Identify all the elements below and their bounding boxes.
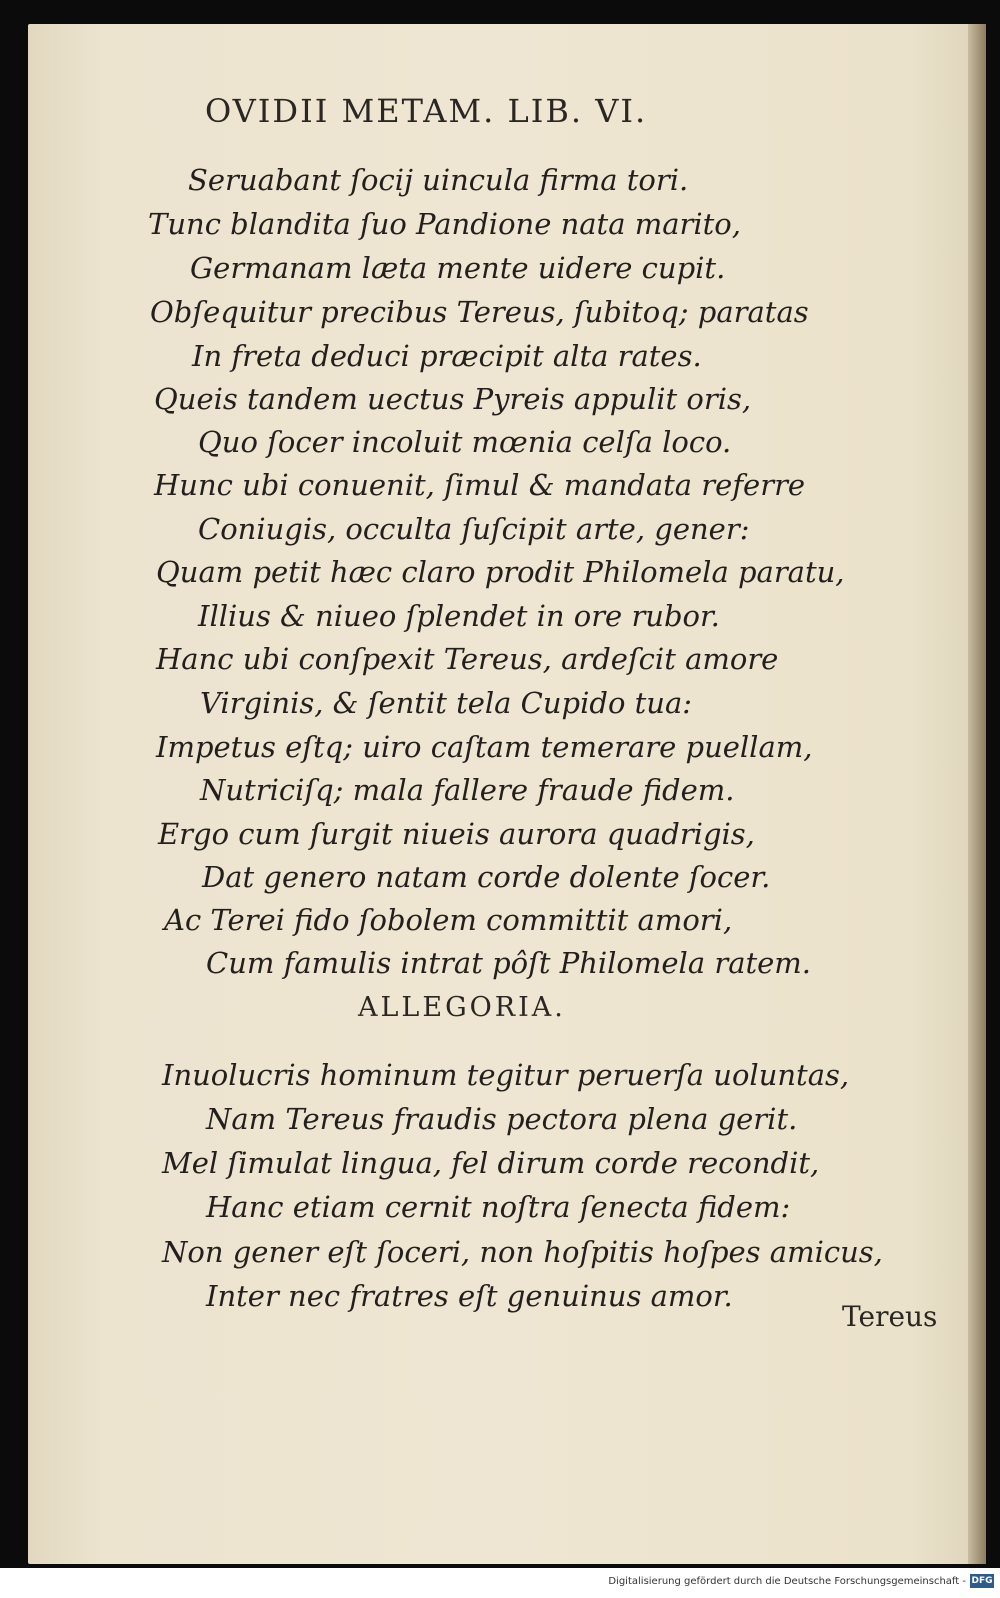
- allegoria-verse-line: Non gener eſt ſoceri, non hoſpitis hoſpes amicus,: [162, 1235, 883, 1269]
- footer-credit: Digitalisierung gefördert durch die Deutsche Forschungsgemeinschaft -: [608, 1576, 966, 1587]
- verse-line: Ergo cum ſurgit niueis aurora quadrigis,: [158, 817, 755, 851]
- verse-line: Illius & niueo ſplendet in ore rubor.: [198, 599, 720, 633]
- verse-line: Coniugis, occulta ſuſcipit arte, gener:: [198, 512, 750, 546]
- running-header: OVIDII METAM. LIB. VI.: [205, 92, 648, 130]
- verse-line: Nutriciſq; mala fallere fraude fidem.: [200, 773, 735, 807]
- allegoria-verse-line: Nam Tereus fraudis pectora plena gerit.: [206, 1102, 798, 1136]
- verse-line: Seruabant ſocij uincula firma tori.: [188, 163, 689, 197]
- verse-line: Obſequitur precibus Tereus, ſubitoq; paratas: [150, 295, 809, 329]
- allegoria-verse-line: Hanc etiam cernit noſtra ſenecta fidem:: [206, 1190, 791, 1224]
- verse-line: Impetus eſtq; uiro caſtam temerare puellam,: [156, 730, 813, 764]
- allegoria-heading: ALLEGORIA.: [358, 992, 566, 1023]
- verse-line: Queis tandem uectus Pyreis appulit oris,: [154, 382, 752, 416]
- allegoria-verse-line: Inuolucris hominum tegitur peruerſa uoluntas,: [162, 1058, 850, 1092]
- allegoria-verse-line: Inter nec fratres eſt genuinus amor.: [206, 1279, 733, 1313]
- verse-line: Cum famulis intrat pôſt Philomela ratem.: [206, 946, 812, 980]
- verse-line: Hanc ubi conſpexit Tereus, ardeſcit amore: [156, 642, 779, 676]
- page-edge: [968, 24, 986, 1564]
- verse-line: Germanam læta mente uidere cupit.: [190, 251, 726, 285]
- catchword: Tereus: [842, 1300, 938, 1333]
- verse-line: Quo ſocer incoluit mœnia celſa loco.: [198, 425, 732, 459]
- verse-line: Tunc blandita ſuo Pandione nata marito,: [148, 207, 741, 241]
- dfg-logo[interactable]: DFG: [971, 1576, 993, 1586]
- verse-line: In freta deduci præcipit alta rates.: [192, 339, 702, 373]
- verse-line: Dat genero natam corde dolente ſocer.: [202, 860, 771, 894]
- allegoria-verse-line: Mel ſimulat lingua, fel dirum corde recondit,: [162, 1146, 820, 1180]
- footer-bar: [0, 1568, 1000, 1598]
- verse-line: Virginis, & ſentit tela Cupido tua:: [200, 686, 693, 720]
- verse-line: Ac Terei fido ſobolem committit amori,: [164, 903, 733, 937]
- verse-line: Quam petit hæc claro prodit Philomela paratu,: [156, 555, 845, 589]
- verse-line: Hunc ubi conuenit, ſimul & mandata referre: [154, 468, 806, 502]
